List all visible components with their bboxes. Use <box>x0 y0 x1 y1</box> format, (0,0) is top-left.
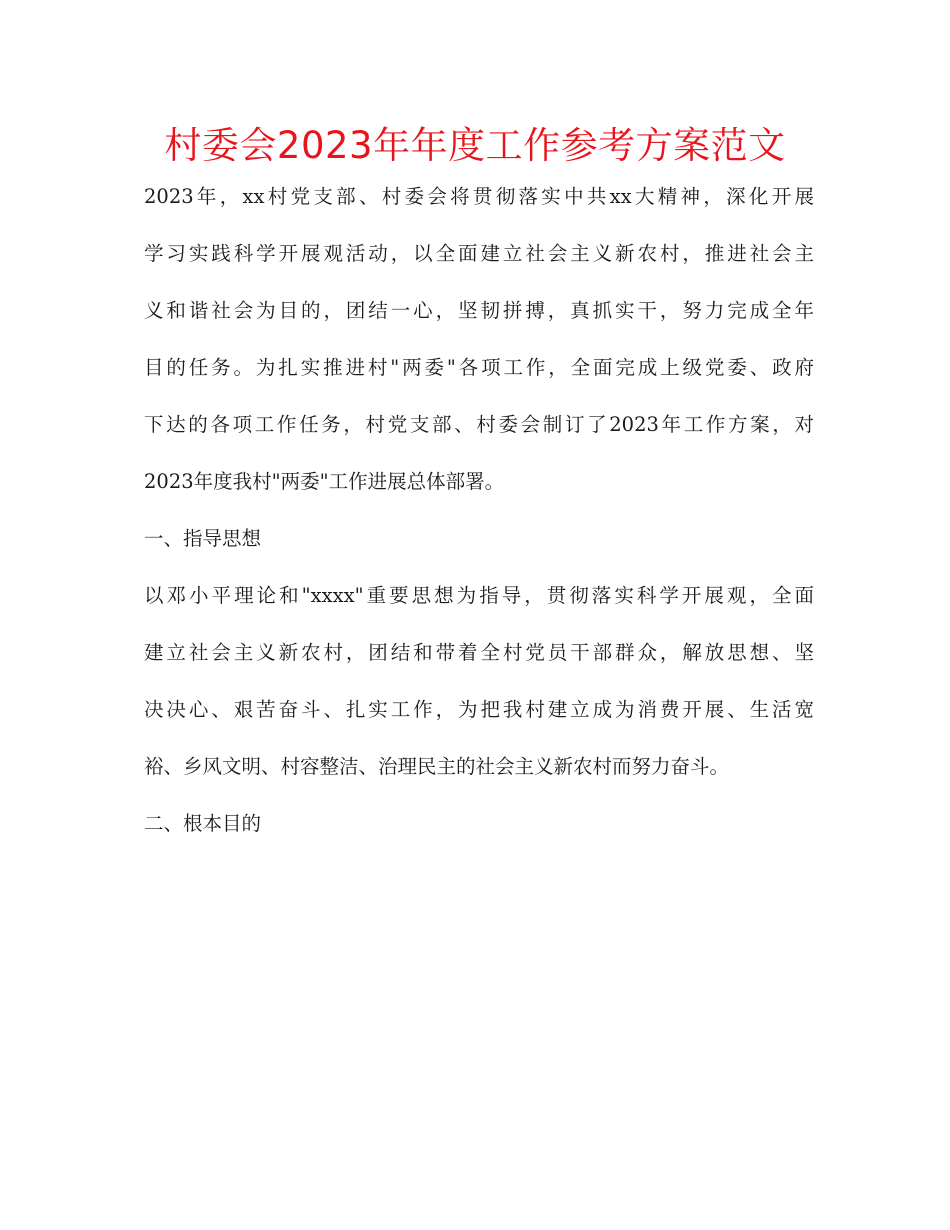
document-body <box>144 168 814 852</box>
paragraph-line: 建立社会主义新农村，团结和带着全村党员干部群众，解放思想、坚 <box>144 641 814 664</box>
paragraph-line: 决决心、艰苦奋斗、扎实工作，为把我村建立成为消费开展、生活宽 <box>144 698 814 721</box>
document-title: 村委会2023年年度工作参考方案范文 <box>164 124 786 167</box>
section-heading: 一、指导思想 <box>144 527 262 550</box>
paragraph-line: 学习实践科学开展观活动，以全面建立社会主义新农村，推进社会主 <box>144 242 814 265</box>
paragraph-line: 目的任务。为扎实推进村"两委"各项工作，全面完成上级党委、政府 <box>144 356 814 379</box>
paragraph-line: 2023年度我村"两委"工作进展总体部署。 <box>144 470 505 493</box>
paragraph-line: 裕、乡风文明、村容整洁、治理民主的社会主义新农村而努力奋斗。 <box>144 755 730 778</box>
paragraph-line: 下达的各项工作任务，村党支部、村委会制订了2023年工作方案，对 <box>144 413 814 436</box>
paragraph-line: 2023年，xx村党支部、村委会将贯彻落实中共xx大精神，深化开展 <box>144 185 814 208</box>
section-heading: 二、根本目的 <box>144 812 262 835</box>
paragraph-line: 义和谐社会为目的，团结一心，坚韧拼搏，真抓实干，努力完成全年 <box>144 299 814 322</box>
paragraph-line: 以邓小平理论和"xxxx"重要思想为指导，贯彻落实科学开展观，全面 <box>144 584 814 607</box>
